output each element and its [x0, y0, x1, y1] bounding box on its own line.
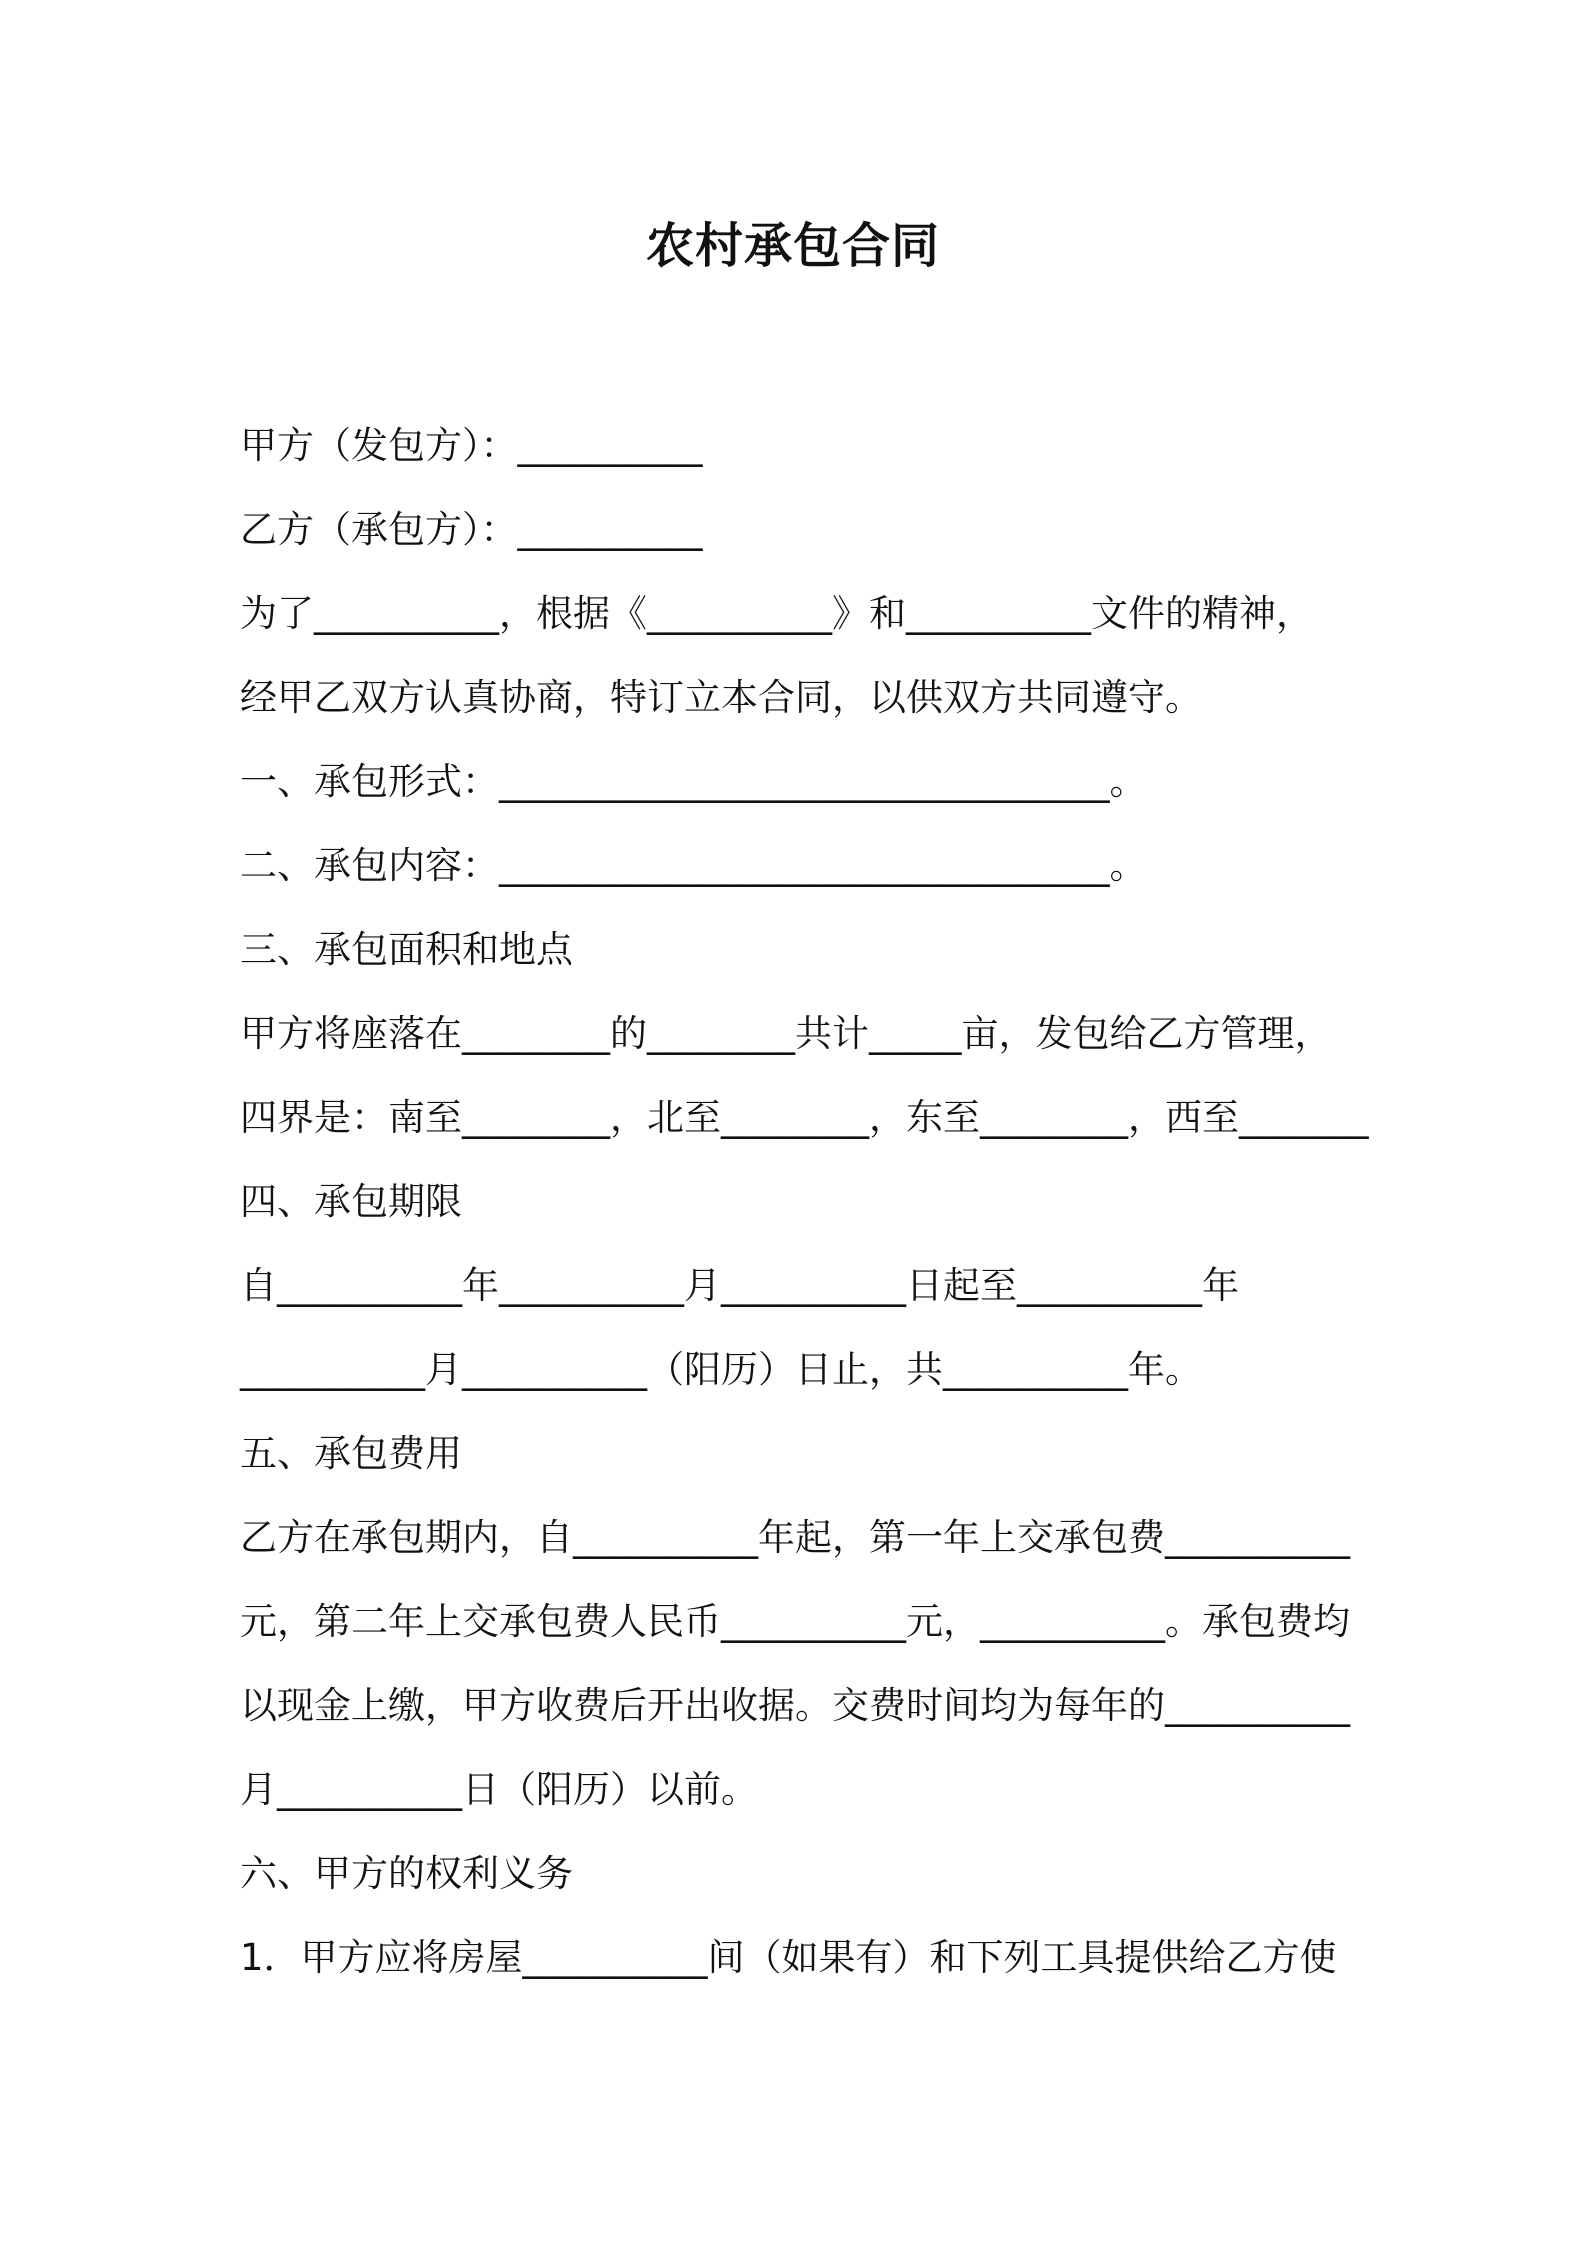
section-4-line-2: __________月__________（阳历）日止，共__________年。 — [240, 1348, 1202, 1391]
party-b-line: 乙方（承包方）：__________ — [240, 508, 703, 551]
document-body — [240, 404, 1369, 2000]
section-6-heading: 六、甲方的权利义务 — [240, 1852, 573, 1895]
section-4-heading: 四、承包期限 — [240, 1180, 462, 1223]
section-5-heading: 五、承包费用 — [240, 1432, 462, 1475]
section-5-line-3: 以现金上缴，甲方收费后开出收据。交费时间均为每年的__________ — [240, 1684, 1350, 1727]
preamble-line-1: 为了__________，根据《__________》和__________文件的精神， — [240, 592, 1313, 635]
preamble-line-2: 经甲乙双方认真协商，特订立本合同，以供双方共同遵守。 — [240, 676, 1202, 719]
section-2-contract-content: 二、承包内容：_________________________________。 — [240, 844, 1147, 887]
party-a-line: 甲方（发包方）：__________ — [240, 424, 703, 467]
section-5-line-4: 月__________日（阳历）以前。 — [240, 1768, 758, 1811]
section-5-line-2: 元，第二年上交承包费人民币__________元，__________。承包费均 — [240, 1600, 1350, 1643]
section-3-line-1: 甲方将座落在________的________共计_____亩，发包给乙方管理， — [240, 1012, 1332, 1055]
section-5-line-1: 乙方在承包期内，自__________年起，第一年上交承包费__________ — [240, 1516, 1350, 1559]
section-3-line-2: 四界是：南至________，北至________，东至________，西至_______ — [240, 1096, 1369, 1139]
section-1-contract-form: 一、承包形式：_________________________________。 — [240, 760, 1147, 803]
document-title: 农村承包合同 — [645, 218, 940, 274]
section-6-item-1: 1．甲方应将房屋__________间（如果有）和下列工具提供给乙方使 — [240, 1936, 1337, 1979]
section-4-line-1: 自__________年__________月__________日起至__________年 — [240, 1264, 1239, 1307]
section-3-heading: 三、承包面积和地点 — [240, 928, 573, 971]
